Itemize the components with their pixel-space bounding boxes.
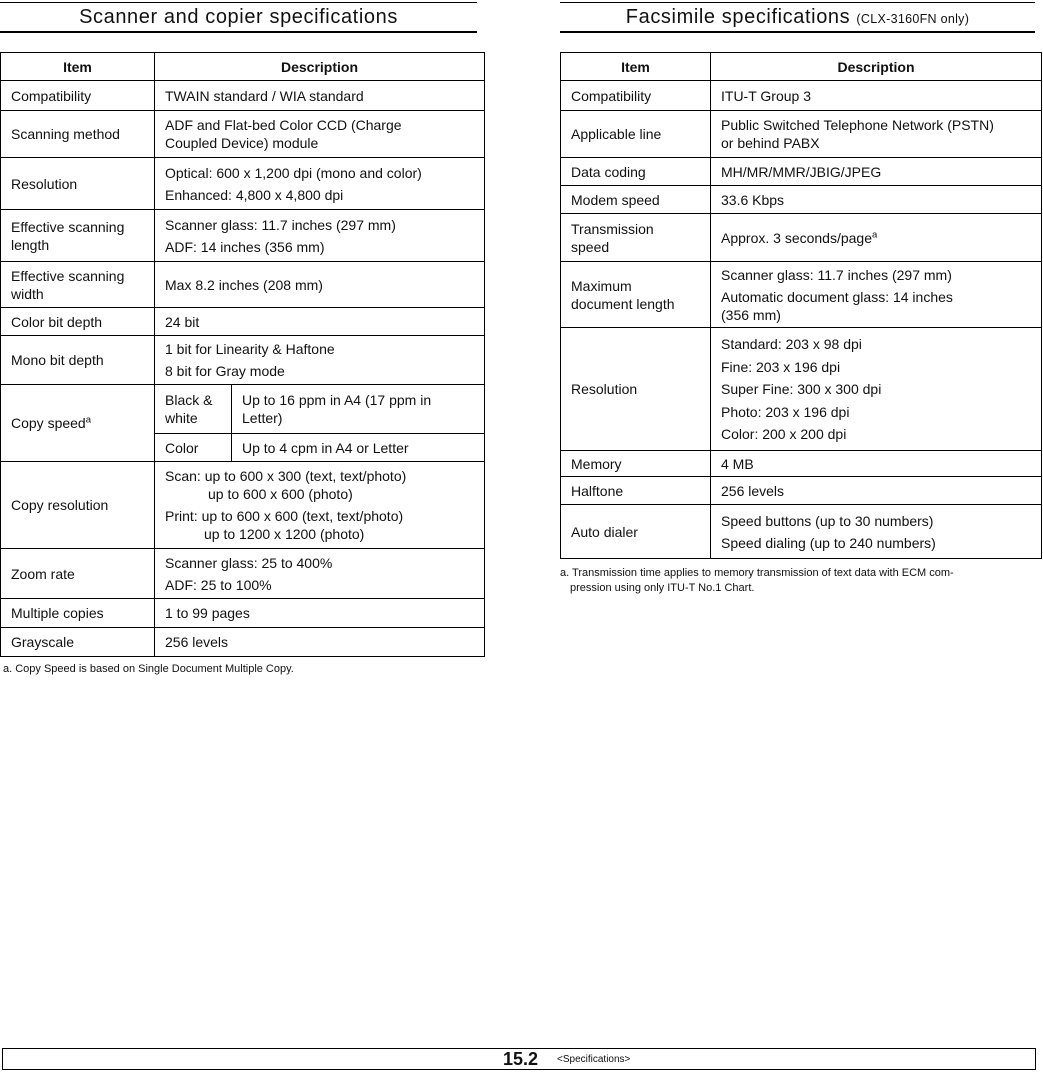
description-text <box>721 229 1031 247</box>
description-text: Speed buttons (up to 30 numbers) <box>721 512 934 529</box>
description-text: Super Fine: 300 x 300 dpi <box>721 381 882 397</box>
description-text: Optical: 600 x 1,200 dpi (mono and color) <box>165 164 422 181</box>
fax-title-note: (CLX-3160FN only) <box>856 12 970 26</box>
item-label: Grayscale <box>11 634 75 650</box>
item-cell <box>561 262 711 328</box>
description-text: 8 bit for Gray mode <box>165 363 285 379</box>
item-cell <box>561 214 711 262</box>
item-label: Memory <box>571 455 622 472</box>
description-text: ADF: 25 to 100% <box>165 576 272 593</box>
spec-row-mono-bit-depth <box>1 336 485 385</box>
item-label: Resolution <box>571 381 638 397</box>
item-cell <box>1 158 155 210</box>
item-cell <box>1 462 155 549</box>
item-column-header: Item <box>1 53 155 81</box>
spec-row-resolution <box>561 328 1042 451</box>
description-cell <box>711 186 1042 214</box>
description-column-header: Description <box>711 53 1042 81</box>
item-cell <box>1 385 155 462</box>
spec-row-applicable-line <box>561 111 1042 158</box>
description-cell <box>155 81 485 111</box>
copy-speed-text: Up to 16 ppm in A4 (17 ppm in <box>242 392 432 408</box>
spec-row-transmission-speed <box>561 214 1042 262</box>
copy-speed-cell <box>232 434 485 462</box>
description-text: (356 mm) <box>721 306 781 323</box>
item-cell <box>561 158 711 186</box>
fax-footnote <box>560 566 954 596</box>
spec-row-copy-resolution <box>1 462 485 549</box>
description-text: Enhanced: 4,800 x 4,800 dpi <box>165 186 344 203</box>
item-label: Compatibility <box>11 87 92 104</box>
description-text: up to 1200 x 1200 (photo) <box>204 526 365 542</box>
item-label: width <box>11 285 44 302</box>
item-label: Effective scanning <box>11 267 125 284</box>
spec-row-effective-scanning-width <box>1 262 485 308</box>
item-label: Scanning method <box>11 126 120 142</box>
item-cell <box>1 210 155 262</box>
scanner-title-text: Scanner and copier specifications <box>79 6 398 28</box>
footnote-marker: a <box>85 414 92 426</box>
description-text: Max 8.2 inches (208 mm) <box>165 276 323 293</box>
description-cell <box>711 158 1042 186</box>
item-column-header: Item <box>561 53 711 81</box>
description-text: ADF and Flat-bed Color CCD (Charge <box>165 117 402 133</box>
description-cell <box>711 214 1042 262</box>
description-text: Fine: 203 x 196 dpi <box>721 358 841 375</box>
description-text: Photo: 203 x 196 dpi <box>721 403 850 420</box>
scanner-section-title <box>0 2 477 33</box>
spec-row-memory <box>561 451 1042 477</box>
item-label: document length <box>571 295 675 312</box>
copy-speed-text: Letter) <box>242 410 283 426</box>
fax-spec-table <box>560 52 1042 559</box>
description-text: 1 to 99 pages <box>165 605 250 621</box>
spec-row-halftone <box>561 477 1042 505</box>
spec-row-grayscale <box>1 628 485 657</box>
description-text: MH/MR/MMR/JBIG/JPEG <box>721 163 882 180</box>
description-text: 33.6 Kbps <box>721 191 785 208</box>
item-label: Transmission <box>571 220 654 237</box>
description-text: Automatic document glass: 14 inches <box>721 288 953 305</box>
description-text: ITU-T Group 3 <box>721 87 811 104</box>
copy-mode-cell <box>155 385 232 434</box>
spec-row-copy-speed <box>1 385 485 434</box>
item-cell <box>561 451 711 477</box>
item-label: Applicable line <box>571 126 662 142</box>
spec-row-resolution <box>1 158 485 210</box>
description-cell <box>711 328 1042 451</box>
item-cell <box>1 81 155 111</box>
footnote-text: pression using only ITU-T No.1 Chart. <box>570 582 755 594</box>
item-label: Modem speed <box>571 191 660 208</box>
item-label: Maximum <box>571 277 632 294</box>
table-header-row <box>561 53 1042 81</box>
page-number: 15.2 <box>503 1049 539 1069</box>
description-cell <box>155 628 485 657</box>
item-label: speed <box>571 238 610 255</box>
description-text: 4 MB <box>721 455 754 472</box>
description-cell <box>711 262 1042 328</box>
description-text: Scan: up to 600 x 300 (text, text/photo) <box>165 468 407 484</box>
item-cell <box>1 308 155 336</box>
description-text: Speed dialing (up to 240 numbers) <box>721 534 936 551</box>
spec-row-multiple-copies <box>1 599 485 628</box>
description-column-header: Description <box>155 53 485 81</box>
copy-mode-label: Color <box>165 439 199 456</box>
copy-mode-label: white <box>165 410 198 426</box>
footnote-marker: a <box>872 228 878 240</box>
item-label-text: Copy speed <box>11 415 86 431</box>
item-cell <box>1 628 155 657</box>
copy-speed-cell <box>232 385 485 434</box>
item-label: Color bit depth <box>11 313 103 330</box>
description-cell <box>711 111 1042 158</box>
spec-row-compatibility <box>561 81 1042 111</box>
footer-section-label: <Specifications> <box>557 1054 631 1065</box>
description-cell <box>155 262 485 308</box>
spec-row-zoom-rate <box>1 549 485 599</box>
copy-speed-text: Up to 4 cpm in A4 or Letter <box>242 439 409 456</box>
description-text: 256 levels <box>165 634 229 650</box>
description-cell <box>155 308 485 336</box>
spec-row-effective-scanning-length <box>1 210 485 262</box>
item-cell <box>561 328 711 451</box>
item-cell <box>561 477 711 505</box>
description-text: ADF: 14 inches (356 mm) <box>165 238 325 255</box>
fax-title-text: Facsimile specifications <box>625 6 851 28</box>
item-label: length <box>11 236 50 253</box>
item-label: Zoom rate <box>11 565 75 582</box>
item-cell <box>1 549 155 599</box>
spec-row-maximum-document-length <box>561 262 1042 328</box>
fax-section-title <box>560 2 1035 33</box>
item-label: Multiple copies <box>11 605 104 621</box>
spec-row-color-bit-depth <box>1 308 485 336</box>
item-label: Effective scanning <box>11 218 125 235</box>
description-text: up to 600 x 600 (photo) <box>208 486 353 502</box>
copy-mode-label: Black & <box>165 392 213 408</box>
copy-mode-cell <box>155 434 232 462</box>
description-cell <box>155 210 485 262</box>
item-cell <box>561 505 711 559</box>
description-cell <box>711 477 1042 505</box>
item-label: Halftone <box>571 482 624 499</box>
description-cell <box>155 111 485 158</box>
description-cell <box>711 451 1042 477</box>
footnote-text: a. Transmission time applies to memory transmission of text data with ECM com- <box>560 567 954 579</box>
description-cell <box>711 505 1042 559</box>
page-footer <box>2 1048 1036 1070</box>
spec-row-compatibility <box>1 81 485 111</box>
description-text: Scanner glass: 11.7 inches (297 mm) <box>721 266 952 283</box>
item-cell <box>561 81 711 111</box>
description-text: Print: up to 600 x 600 (text, text/photo) <box>165 508 404 524</box>
item-label: Copy resolution <box>11 497 109 513</box>
description-text: or behind PABX <box>721 135 820 151</box>
item-cell <box>1 599 155 628</box>
item-cell <box>1 111 155 158</box>
description-text: Public Switched Telephone Network (PSTN) <box>721 117 994 133</box>
item-label: Mono bit depth <box>11 352 104 368</box>
spec-row-data-coding <box>561 158 1042 186</box>
description-cell <box>155 336 485 385</box>
description-text: 24 bit <box>165 313 200 330</box>
item-label: Auto dialer <box>571 523 638 540</box>
description-text: Standard: 203 x 98 dpi <box>721 336 862 352</box>
description-cell <box>155 462 485 549</box>
item-cell <box>1 262 155 308</box>
description-cell <box>155 599 485 628</box>
description-cell <box>155 549 485 599</box>
item-label: Compatibility <box>571 87 652 104</box>
item-label <box>11 414 144 432</box>
description-text: 1 bit for Linearity & Haftone <box>165 341 335 357</box>
item-cell <box>561 111 711 158</box>
item-label: Resolution <box>11 175 78 192</box>
item-label: Data coding <box>571 163 646 180</box>
description-text: Color: 200 x 200 dpi <box>721 426 847 442</box>
item-cell <box>1 336 155 385</box>
description-text: 256 levels <box>721 482 785 499</box>
description-cell <box>155 158 485 210</box>
description-value: Approx. 3 seconds/page <box>721 229 872 246</box>
scanner-footnote <box>3 662 294 677</box>
item-cell <box>561 186 711 214</box>
table-header-row <box>1 53 485 81</box>
description-cell <box>711 81 1042 111</box>
description-text: Coupled Device) module <box>165 135 319 151</box>
description-text: TWAIN standard / WIA standard <box>165 87 364 104</box>
footnote-text: a. Copy Speed is based on Single Document Multiple Copy. <box>3 663 294 675</box>
scanner-spec-table <box>0 52 485 657</box>
description-text: Scanner glass: 11.7 inches (297 mm) <box>165 216 396 233</box>
spec-row-auto-dialer <box>561 505 1042 559</box>
spec-row-modem-speed <box>561 186 1042 214</box>
spec-row-scanning-method <box>1 111 485 158</box>
description-text: Scanner glass: 25 to 400% <box>165 554 333 571</box>
